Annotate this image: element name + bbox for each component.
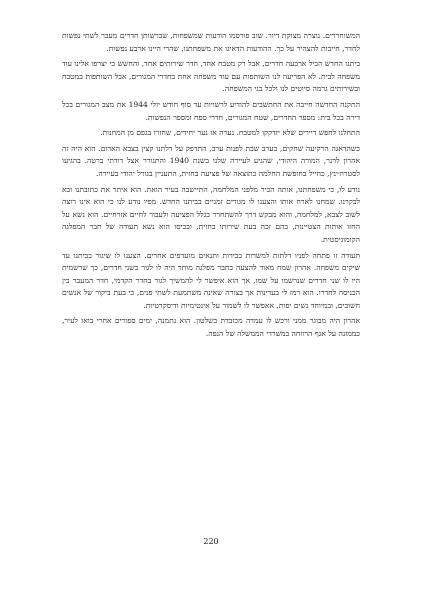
paragraph: נודע לו, כי משפחתנו, אותה הכיר מלפני המלחמה, התיישבה בעיר הואת. הוא איתר את כתובתנו ובא לבקרנו. שמחנו לארח אותו והצענו לו מגורים זמניים בביתנו החדש. מפיו נודע לנו כי הוא אינו רוצה לשוב לצבא, למלחמה, והוא מבקש דרך להשתחרר בגלל הפציעה ולעבור לחיים אזרחיים. הוא נשא על החזו אותות הצטיינות, בהם זכה בעת שירותו בחזית, ובכיסו הוא נשא תעודה של חבר המפלגה הקומוניסטית. xyxy=(62,184,360,244)
paragraph: התחלנו לחפש דיירים שלא יזדקקו למטבח. נערה או נער יחידים, שחזרו בגפם מן המחנות. xyxy=(100,128,360,138)
paragraph: התקנה החדשה חייבה את החתשבים להודיע לרשויות עד סוף חודש יולי 1944 את מצב המגורים בכל דירה בכל בית: מספר החדרים, שטח המגורים, חדרי ספח ומספר הנפשות. xyxy=(62,99,360,122)
paragraph: המשוחררים. נוצרה מצוקת דיור. שוב פורסמו הודעות שמשפחות, שברשותן חדרים מעבר לשתי נפשות לחדר, חייבות להצהיר על כך. ההודעות הדאיגו את משפחתנו, שהרי היינו ארבע נפשות. xyxy=(62,31,360,53)
paragraph: ביתנו החדש הכיל ארבעה חדרים, אבל רק מטבח אחד, חדר שירותים אחד, והחשש כי יצרפו אלינו עוד משפחה לבית. לא הפריעה לנו השותפות עם עוד משפחה אחת בחדרי המגורים, אבל השותפות במטבח ובשירותים גרמה סיוטים לנו ולכל בני המשפחה. xyxy=(62,59,360,94)
paragraph: אהרון היה מבוגר ממני ורכש לו עמדה מכובדת בשלטון. הוא נתמנה, ימים ספורים אחרי בואו לעיר, כממונה על אגף הרווחה במשרדי הממשלה של הנפה. xyxy=(62,316,360,339)
paragraph: תעודה זו פתחה לפניו דלתות למשרות בכירות ותנאים מועדפים אחרים. הצענו לו שיגור בביתנו עד שיקים משפחה. אהרון שמח מאוד להצעה כחבר מפלגה מותר היה לו לגור בשני חדרים, כך שרשמית היו לו שני חדרים שנרשמו על שמו, אך הוא איפשר לי להמשיך לגור בחדר הקדמי, חדר המעבר בין הכניסה לחדרו. הוא רמז לי בעדינות אך בצורה שאינה משתמעת לשתי פנים, כי בעת ביקור של אנשים חשובים, ובמיוחד נשים יפות, אאפשר לו לשמור על אינטימיות ודיסקרטיות. xyxy=(62,250,360,310)
paragraph: כשהדאגה הרקיעה שחקים, בערב שבת לפנות ערב, התדפק על דלתנו קצין בצבא האדום. הוא היה זה אהרון לרנר, המורה היהודי, שהגיע לעיירה שלנו בשנת 1940 והתגורר אצל דודתי ברטה. בהגיעו לסטרוז׳ינץ, כחייל בחופשת החלמה כתוצאה של פציעה בחזית, התעניין בגורל יהודי בעיירה. xyxy=(62,143,360,178)
page-number: 220 xyxy=(203,537,219,546)
document-body xyxy=(62,30,360,344)
